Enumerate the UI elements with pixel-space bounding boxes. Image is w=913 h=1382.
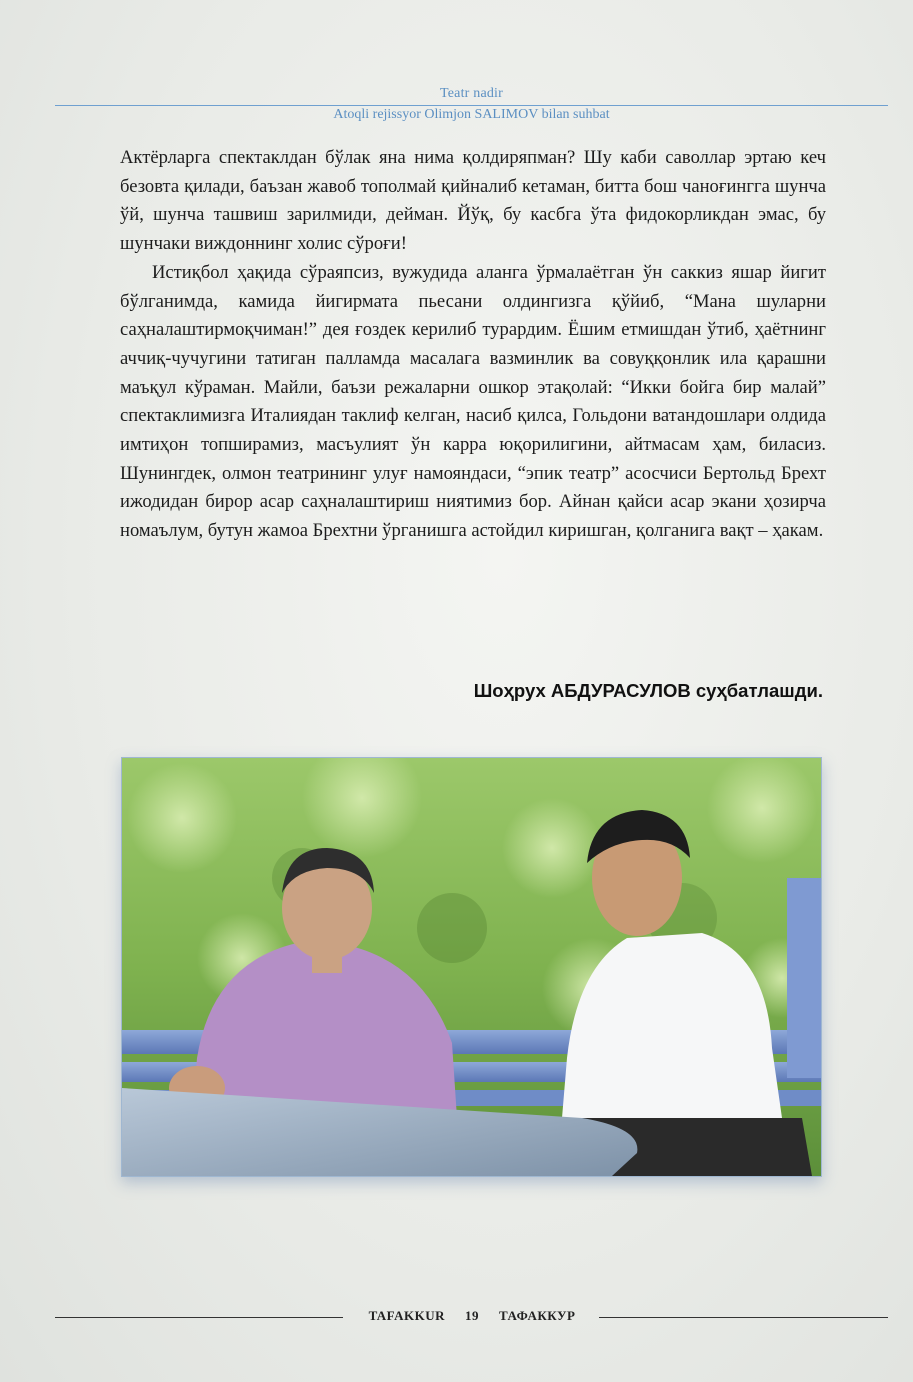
paragraph-1: Актёрларга спектаклдан бўлак яна нима қолдиряпман? Шу каби саволлар эртаю кеч безовта қилади, баъзан жавоб тополмай қийналиб кетаман, битта бош чаноғингга шунча ўй, шунча ташвиш зарилмиди, дейман. Йўқ, бу касбга ўта фидокорликдан эмас, бу шунчаки виждоннинг холис сўроғи! (120, 147, 826, 255)
author-signature: Шоҳрух АБДУРАСУЛОВ суҳбатлашди. (473, 680, 823, 701)
footer-label (351, 1308, 593, 1324)
page-footer (55, 1305, 888, 1329)
page-number: 19 (465, 1308, 480, 1323)
article-body (120, 144, 826, 546)
header-rule (55, 105, 888, 106)
magazine-name-cyrillic: ТАФАККУР (499, 1308, 576, 1323)
section-title: Teatr nadir (439, 86, 504, 101)
magazine-name-latin: TAFAKKUR (368, 1308, 446, 1323)
running-header (55, 86, 888, 122)
interview-subtitle: Atoqli rejissyor Olimjon SALIMOV bilan suhbat (333, 107, 610, 122)
photo-illustration (122, 758, 821, 1176)
interview-photo (121, 757, 822, 1177)
footer-rule-left (55, 1317, 343, 1318)
footer-rule-right (599, 1317, 888, 1318)
paragraph-2: Истиқбол ҳақида сўраяпсиз, вужудида аланга ўрмалаётган ўн саккиз яшар йигит бўлганимда, камида йигирмата пьесани олдингизга қўйиб, “Мана шуларни саҳналаштирмоқчиман!” дея ғоздек керилиб турардим. Ёшим етмишдан ўтиб, ҳаётнинг аччиқ-чучугини татиган палламда масалага вазминлик ва совуққонлик ила қарашни маъқул кўраман. Майли, баъзи режаларни ошкор этақолай: “Икки бойга бир малай” спектаклимизга Италиядан таклиф келган, насиб қилса, Гольдони ватандошлари олдида имтиҳон топширамиз, масъулият ўн карра юқорилигини, айтмасам ҳам, биласиз. Шунингдек, олмон театрининг улуғ намояндаси, “эпик театр” асосчиси Бертольд Брехт ижодидан бирор асар саҳналаштириш ниятимиз бор. Айнан қайси асар экани ҳозирча номаълум, бутун жамоа Брехтни ўрганишга астойдил киришган, қолганига вақт – ҳакам. (120, 261, 826, 542)
